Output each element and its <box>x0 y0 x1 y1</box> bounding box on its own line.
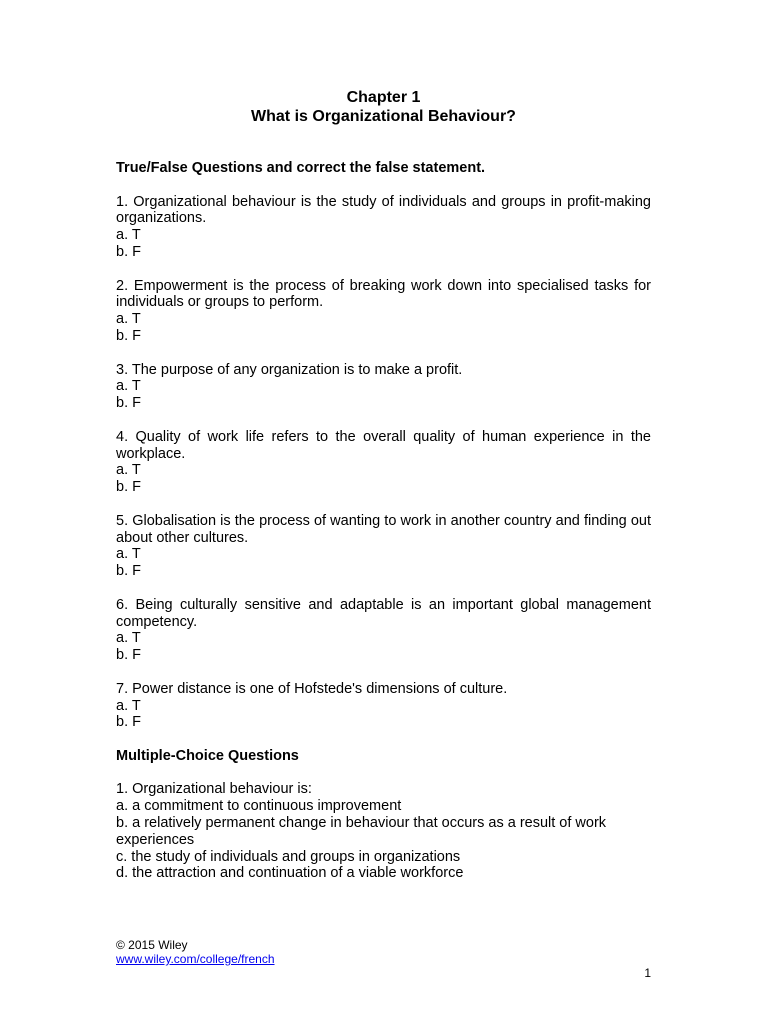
page-number: 1 <box>644 966 651 980</box>
option-a: a. T <box>116 546 141 563</box>
option-a: a. T <box>116 378 141 395</box>
option-c: c. the study of individuals and groups in organizations <box>116 848 461 865</box>
option-a: a. T <box>116 630 141 647</box>
chapter-title: What is Organizational Behaviour? <box>251 108 516 125</box>
tf-question-6 <box>116 597 651 664</box>
publisher-link[interactable]: www.wiley.com/college/french <box>116 952 275 966</box>
tf-question-7 <box>116 681 651 731</box>
tf-question-4 <box>116 429 651 496</box>
option-b: b. F <box>116 243 141 260</box>
option-a: a. T <box>116 311 141 328</box>
true-false-heading: True/False Questions and correct the false statement. <box>116 160 486 176</box>
option-a: a. T <box>116 227 141 244</box>
option-b: b. F <box>116 647 141 664</box>
multiple-choice-heading: Multiple-Choice Questions <box>116 747 299 764</box>
question-stem: 2. Empowerment is the process of breaking work down into specialised tasks for individuals or groups to perform. <box>116 277 651 311</box>
question-stem: 6. Being culturally sensitive and adaptable is an important global management competency. <box>116 596 651 630</box>
option-b: b. F <box>116 395 141 412</box>
option-a: a. T <box>116 462 141 479</box>
option-a: a. a commitment to continuous improvement <box>116 798 402 815</box>
option-b: b. F <box>116 327 141 344</box>
option-a: a. T <box>116 697 141 714</box>
option-b: b. a relatively permanent change in behaviour that occurs as a result of work experiences <box>116 815 607 848</box>
tf-question-1 <box>116 194 651 261</box>
page-footer <box>116 938 275 966</box>
question-stem: 1. Organizational behaviour is the study of individuals and groups in profit-making organizations. <box>116 193 651 227</box>
chapter-number: Chapter 1 <box>346 89 421 106</box>
question-stem: 4. Quality of work life refers to the overall quality of human experience in the workplace. <box>116 428 651 462</box>
option-b: b. F <box>116 714 141 731</box>
option-b: b. F <box>116 479 141 496</box>
chapter-title-block <box>116 88 651 126</box>
copyright-text: © 2015 Wiley <box>116 938 188 952</box>
question-stem: 1. Organizational behaviour is: <box>116 781 312 798</box>
tf-question-5 <box>116 513 651 580</box>
question-stem: 3. The purpose of any organization is to make a profit. <box>116 361 463 378</box>
tf-question-3 <box>116 362 651 412</box>
question-stem: 7. Power distance is one of Hofstede's dimensions of culture. <box>116 680 508 697</box>
mc-question-1 <box>116 781 651 882</box>
document-body <box>116 160 651 882</box>
option-b: b. F <box>116 563 141 580</box>
tf-question-2 <box>116 278 651 345</box>
question-stem: 5. Globalisation is the process of wanting to work in another country and finding out about other cultures. <box>116 512 651 546</box>
option-d: d. the attraction and continuation of a viable workforce <box>116 865 464 882</box>
